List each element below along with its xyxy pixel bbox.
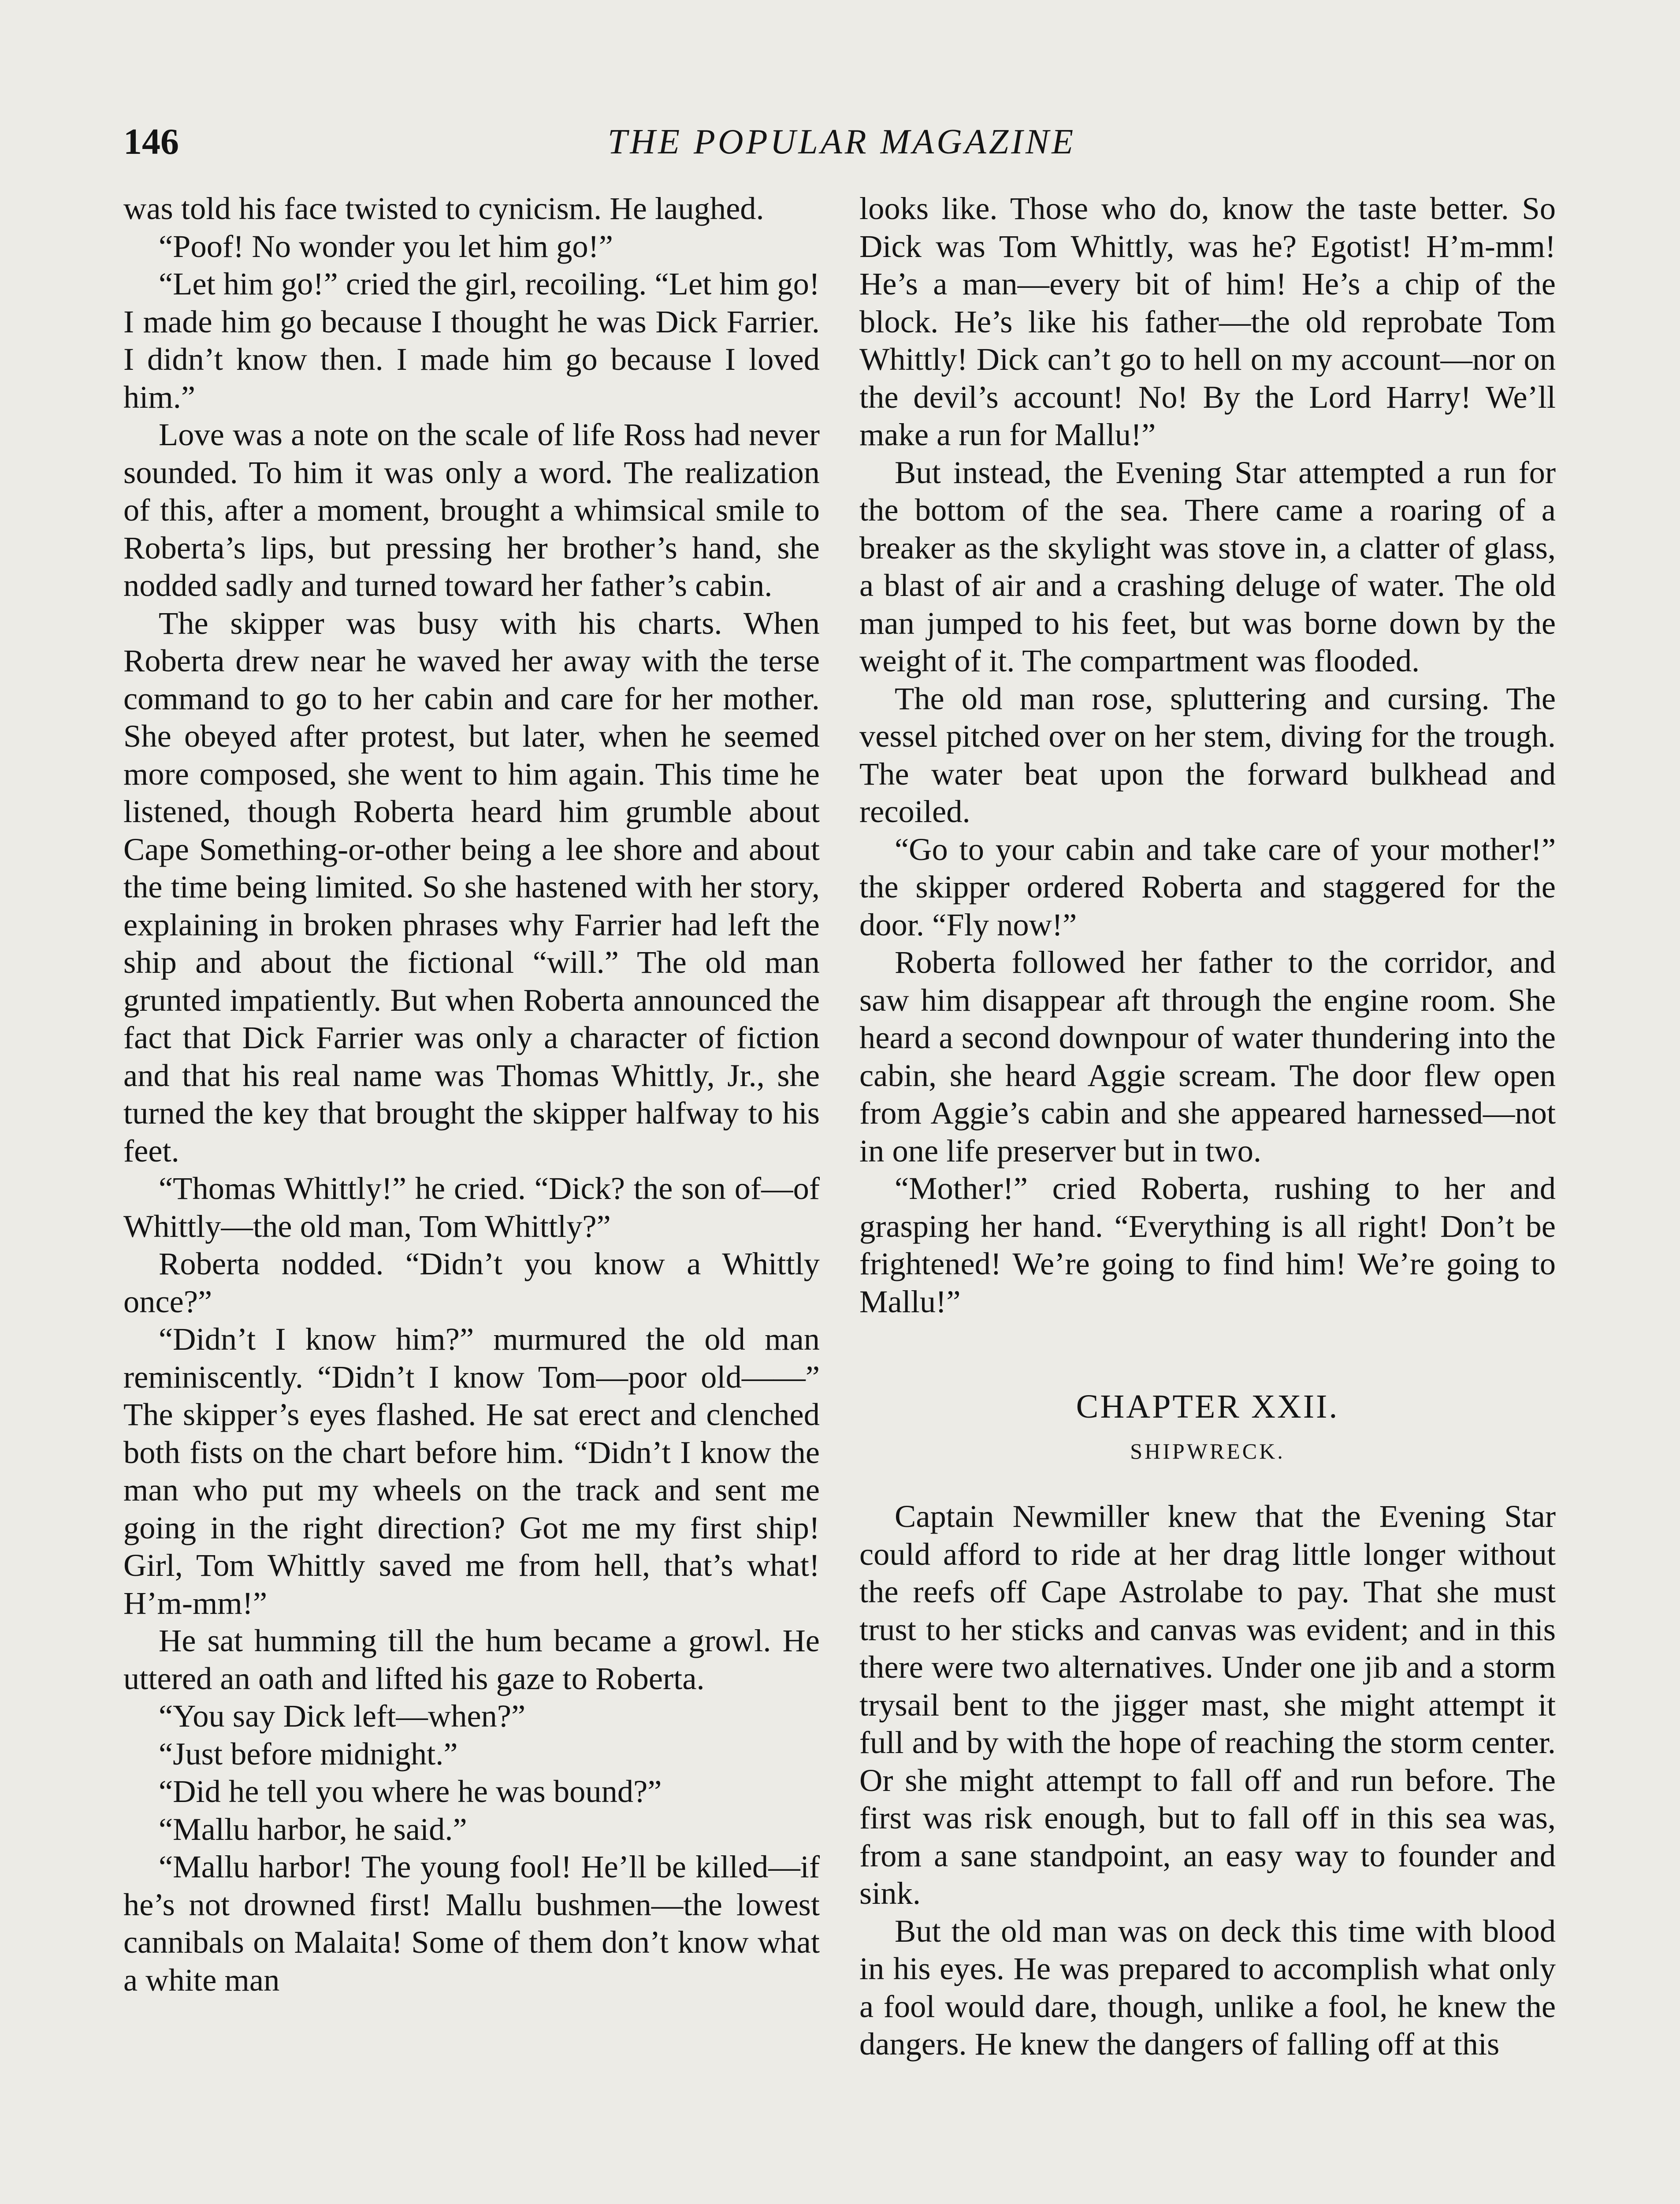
paragraph: Love was a note on the scale of life Ross had never sounded. To him it was only a word. The realization of this, after a moment, brought a whimsical smile to Roberta’s lips, but pressing her brother’s hand, she nodded sadly and turned toward her father’s cabin.	[123, 417, 820, 603]
paragraph: looks like. Those who do, know the taste better. So Dick was Tom Whittly, was he? Egotist! H’m-mm! He’s a man—every bit of him! He’s a chip of the block. He’s like his father—the old reprobate Tom Whittly! Dick can’t go to hell on my account—nor on the devil’s account! No! By the Lord Harry! We’ll make a run for Mallu!”	[859, 190, 1556, 452]
left-column	[123, 190, 820, 1999]
paragraph: “Go to your cabin and take care of your mother!” the skipper ordered Roberta and staggered for the door. “Fly now!”	[859, 831, 1556, 942]
paragraph: “Let him go!” cried the girl, recoiling. “Let him go! I made him go because I thought he was Dick Farrier. I didn’t know then. I made him go because I loved him.”	[123, 266, 820, 415]
paragraph: “Didn’t I know him?” murmured the old man reminiscently. “Didn’t I know Tom—poor old——” The skipper’s eyes flashed. He sat erect and clenched both fists on the chart before him. “Didn’t I know the man who put my wheels on the track and sent me going in the right direction? Got me my first ship! Girl, Tom Whittly saved me from hell, that’s what! H’m-mm!”	[123, 1321, 820, 1621]
paragraph: was told his face twisted to cynicism. He laughed.	[123, 190, 764, 226]
running-head: THE POPULAR MAGAZINE	[607, 123, 1076, 161]
paragraph: “Thomas Whittly!” he cried. “Dick? the son of—of Whittly—the old man, Tom Whittly?”	[123, 1170, 820, 1244]
paragraph: “Mallu harbor! The young fool! He’ll be killed—if he’s not drowned first! Mallu bushmen—the lowest cannibals on Malaita! Some of them don’t know what a white man	[123, 1849, 820, 1998]
chapter-heading: CHAPTER XXII.	[1076, 1388, 1339, 1425]
paragraph: “Did he tell you where he was bound?”	[159, 1773, 662, 1809]
paragraph: The old man rose, spluttering and cursing. The vessel pitched over on her stem, diving for the trough. The water beat upon the forward bulkhead and recoiled.	[859, 680, 1556, 829]
paragraph: “You say Dick left—when?”	[159, 1698, 526, 1734]
paragraph: Roberta nodded. “Didn’t you know a Whittly once?”	[123, 1246, 820, 1319]
page-header	[123, 115, 1560, 168]
paragraph: “Mallu harbor, he said.”	[159, 1811, 467, 1847]
paragraph: But instead, the Evening Star attempted a run for the bottom of the sea. There came a roaring of a breaker as the skylight was stove in, a clatter of glass, a blast of air and a crashing deluge of water. The old man jumped to his feet, but was borne down by the weight of it. The compartment was flooded.	[859, 454, 1556, 678]
page-number: 146	[123, 121, 179, 162]
right-column	[859, 190, 1556, 2063]
paragraph: The skipper was busy with his charts. When Roberta drew near he waved her away with the terse command to go to her cabin and care for her mother. She obeyed after protest, but later, when he seemed more composed, she went to him again. This time he listened, though Roberta heard him grumble about Cape Something-or-other being a lee shore and about the time being limited. So she hastened with her story, explaining in broken phrases why Farrier had left the ship and about the fictional “will.” The old man grunted impatiently. But when Roberta announced the fact that Dick Farrier was only a character of fiction and that his real name was Thomas Whittly, Jr., she turned the key that brought the skipper halfway to his feet.	[123, 605, 820, 1169]
paragraph: “Mother!” cried Roberta, rushing to her and grasping her hand. “Everything is all right! Don’t be frightened! We’re going to find him! We’re going to Mallu!”	[859, 1170, 1556, 1319]
chapter-subtitle: SHIPWRECK.	[1130, 1439, 1285, 1463]
paragraph: “Just before midnight.”	[159, 1735, 458, 1772]
paragraph: He sat humming till the hum became a growl. He uttered an oath and lifted his gaze to Roberta.	[123, 1623, 820, 1696]
paragraph: Captain Newmiller knew that the Evening Star could afford to ride at her drag little longer without the reefs off Cape Astrolabe to pay. That she must trust to her sticks and canvas was evident; and in this there were two alternatives. Under one jib and a storm trysail bent to the jigger mast, she might attempt it full and by with the hope of reaching the storm center. Or she might attempt to fall off and run before. The first was risk enough, but to fall off in this sea was, from a sane standpoint, an easy way to founder and sink.	[859, 1498, 1556, 1911]
paragraph: Roberta followed her father to the corridor, and saw him disappear aft through the engine room. She heard a second downpour of water thundering into the cabin, she heard Aggie scream. The door flew open from Aggie’s cabin and she appeared harnessed—not in one life preserver but in two.	[859, 944, 1556, 1169]
paragraph: “Poof! No wonder you let him go!”	[159, 228, 613, 264]
paragraph: But the old man was on deck this time with blood in his eyes. He was prepared to accomplish what only a fool would dare, though, unlike a fool, he knew the dangers. He knew the dangers of falling off at this	[859, 1913, 1556, 2062]
